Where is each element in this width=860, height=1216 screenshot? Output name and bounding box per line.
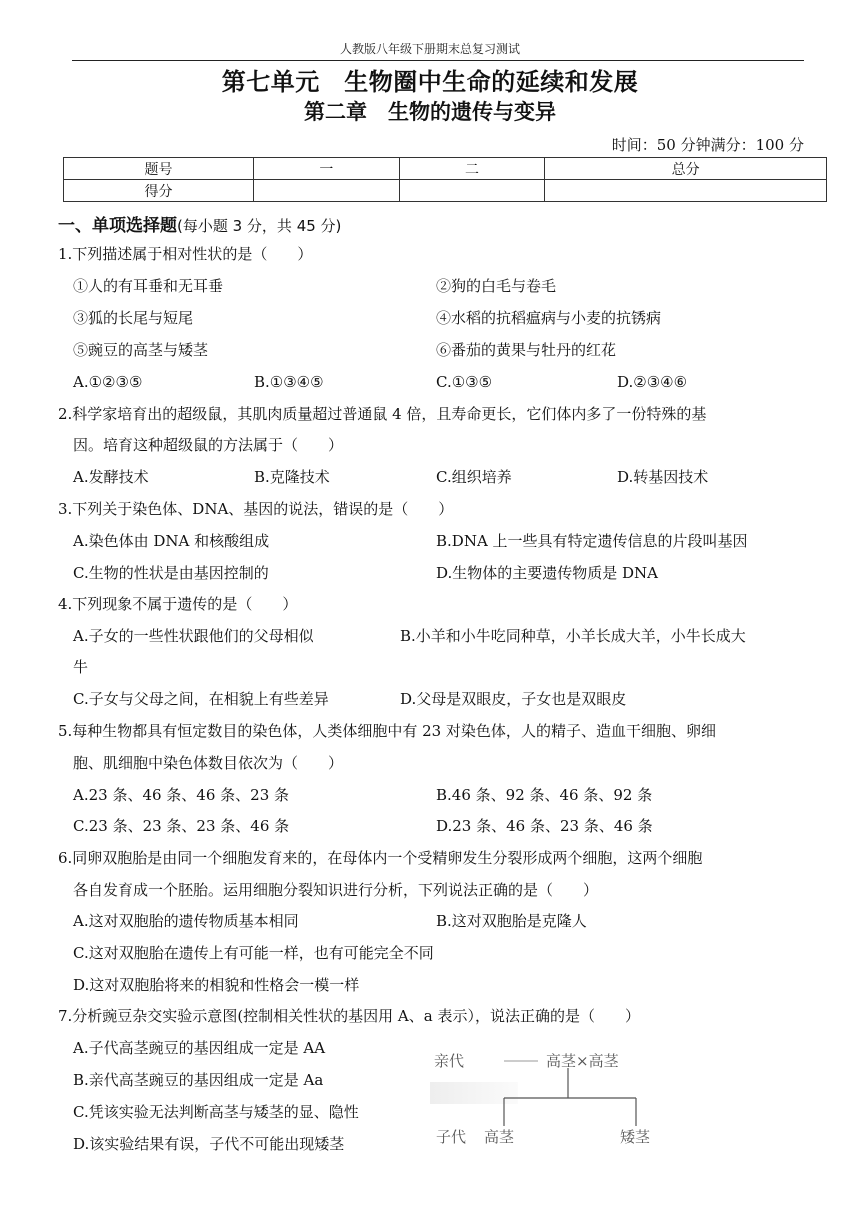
q4-option-b-continued: 牛 bbox=[73, 658, 89, 676]
q3-option-c[interactable]: C.生物的性状是由基因控制的 bbox=[73, 564, 269, 582]
q7-stem: 7.分析豌豆杂交实验示意图(控制相关性状的基因用 A、a 表示），说法正确的是（ ） bbox=[58, 1007, 640, 1025]
score-cell-blank-2[interactable] bbox=[399, 180, 545, 202]
q6-stem-line-1: 6.同卵双胞胎是由同一个细胞发育来的，在母体内一个受精卵发生分裂形成两个细胞，这两个细胞 bbox=[58, 849, 703, 867]
q7-option-a[interactable]: A.子代高茎豌豆的基因组成一定是 AA bbox=[73, 1039, 326, 1057]
q6-option-d[interactable]: D.这对双胞胎将来的相貌和性格会一模一样 bbox=[73, 976, 360, 994]
score-cell-total: 总分 bbox=[545, 158, 827, 180]
q5-option-c[interactable]: C.23 条、23 条、23 条、46 条 bbox=[73, 817, 290, 835]
score-cell-question-no: 题号 bbox=[64, 158, 254, 180]
q6-option-c[interactable]: C.这对双胞胎在遗传上有可能一样，也有可能完全不同 bbox=[73, 944, 434, 962]
running-header: 人教版八年级下册期末总复习测试 bbox=[339, 42, 520, 56]
q7-option-d[interactable]: D.该实验结果有误，子代不可能出现矮茎 bbox=[73, 1135, 345, 1153]
unit-title: 第七单元 生物圈中生命的延续和发展 bbox=[221, 67, 639, 96]
q5-option-a[interactable]: A.23 条、46 条、46 条、23 条 bbox=[73, 786, 290, 804]
q1-item-5: ⑤豌豆的高茎与矮茎 bbox=[73, 341, 209, 359]
q1-option-c[interactable]: C.①③⑤ bbox=[436, 373, 493, 391]
time-and-score-info: 时间：50 分钟满分：100 分 bbox=[611, 136, 804, 154]
q3-option-a[interactable]: A.染色体由 DNA 和核酸组成 bbox=[73, 532, 270, 550]
q2-option-b[interactable]: B.克隆技术 bbox=[254, 468, 330, 486]
q1-stem: 1.下列描述属于相对性状的是（ ） bbox=[58, 245, 313, 263]
score-table bbox=[63, 157, 827, 202]
q1-item-2: ②狗的白毛与卷毛 bbox=[436, 277, 557, 295]
q5-stem-line-1: 5.每种生物都具有恒定数目的染色体，人类体细胞中有 23 对染色体，人的精子、造血干细胞、卵细 bbox=[58, 722, 716, 740]
q1-item-3: ③狐的长尾与短尾 bbox=[73, 309, 194, 327]
q7-option-b[interactable]: B.亲代高茎豌豆的基因组成一定是 Aa bbox=[73, 1071, 324, 1089]
section-1-note: (每小题 3 分，共 45 分) bbox=[177, 217, 342, 235]
parent-generation-label: 亲代 bbox=[434, 1052, 465, 1070]
offspring-generation-label: 子代 bbox=[436, 1128, 467, 1146]
section-1-title: 一、单项选择题 bbox=[58, 216, 177, 236]
score-cell-blank-1[interactable] bbox=[254, 180, 400, 202]
q4-option-a[interactable]: A.子女的一些性状跟他们的父母相似 bbox=[73, 627, 314, 645]
q1-item-4: ④水稻的抗稻瘟病与小麦的抗锈病 bbox=[436, 309, 662, 327]
q1-option-d[interactable]: D.②③④⑥ bbox=[617, 373, 688, 391]
q1-option-b[interactable]: B.①③④⑤ bbox=[254, 373, 324, 391]
score-cell-part-1: 一 bbox=[254, 158, 400, 180]
q1-option-a[interactable]: A.①②③⑤ bbox=[73, 373, 143, 391]
chapter-title: 第二章 生物的遗传与变异 bbox=[304, 99, 556, 124]
offspring-short-label: 矮茎 bbox=[620, 1128, 651, 1146]
header-rule bbox=[72, 60, 804, 61]
q4-option-b[interactable]: B.小羊和小牛吃同种草，小羊长成大羊，小牛长成大 bbox=[400, 627, 746, 645]
q5-option-b[interactable]: B.46 条、92 条、46 条、92 条 bbox=[436, 786, 653, 804]
section-1-heading bbox=[58, 211, 341, 236]
score-cell-part-2: 二 bbox=[399, 158, 545, 180]
q2-option-c[interactable]: C.组织培养 bbox=[436, 468, 512, 486]
q2-stem-line-1: 2.科学家培育出的超级鼠，其肌肉质量超过普通鼠 4 倍，且寿命更长，它们体内多了一份特殊的基 bbox=[58, 405, 707, 423]
offspring-tall-label: 高茎 bbox=[484, 1128, 515, 1146]
score-table-score-row bbox=[64, 180, 827, 202]
q3-option-d[interactable]: D.生物体的主要遗传物质是 DNA bbox=[436, 564, 659, 582]
q4-option-c[interactable]: C.子女与父母之间，在相貌上有些差异 bbox=[73, 690, 329, 708]
q5-option-d[interactable]: D.23 条、46 条、23 条、46 条 bbox=[436, 817, 653, 835]
q6-option-b[interactable]: B.这对双胞胎是克隆人 bbox=[436, 912, 587, 930]
score-cell-blank-total[interactable] bbox=[545, 180, 827, 202]
q6-stem-line-2: 各自发育成一个胚胎。运用细胞分裂知识进行分析，下列说法正确的是（ ） bbox=[73, 881, 599, 899]
q2-option-d[interactable]: D.转基因技术 bbox=[617, 468, 709, 486]
q3-option-b[interactable]: B.DNA 上一些具有特定遗传信息的片段叫基因 bbox=[436, 532, 748, 550]
q2-stem-line-2: 因。培育这种超级鼠的方法属于（ ） bbox=[73, 436, 344, 454]
q4-stem: 4.下列现象不属于遗传的是（ ） bbox=[58, 595, 298, 613]
q5-stem-line-2: 胞、肌细胞中染色体数目依次为（ ） bbox=[73, 754, 344, 772]
parent-cross-label: 高茎×高茎 bbox=[546, 1052, 619, 1070]
q3-stem: 3.下列关于染色体、DNA、基因的说法，错误的是（ ） bbox=[58, 500, 454, 518]
q4-option-d[interactable]: D.父母是双眼皮，子女也是双眼皮 bbox=[400, 690, 627, 708]
score-cell-score-label: 得分 bbox=[64, 180, 254, 202]
q7-option-c[interactable]: C.凭该实验无法判断高茎与矮茎的显、隐性 bbox=[73, 1103, 359, 1121]
q2-option-a[interactable]: A.发酵技术 bbox=[73, 468, 149, 486]
score-table-header-row bbox=[64, 158, 827, 180]
q1-item-1: ①人的有耳垂和无耳垂 bbox=[73, 277, 224, 295]
q6-option-a[interactable]: A.这对双胞胎的遗传物质基本相同 bbox=[73, 912, 299, 930]
pea-cross-diagram bbox=[428, 1040, 678, 1150]
q1-item-6: ⑥番茄的黄果与牡丹的红花 bbox=[436, 341, 617, 359]
